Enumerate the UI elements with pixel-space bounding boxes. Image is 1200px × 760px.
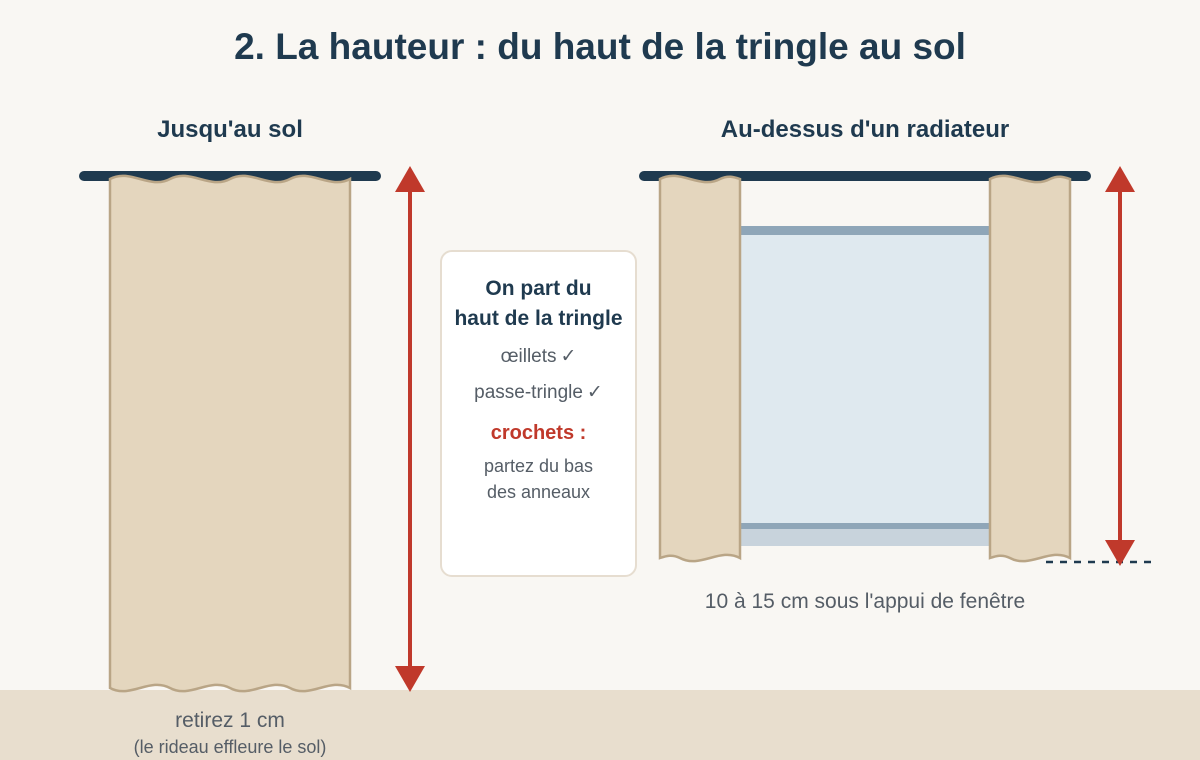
check-icon: ✓ xyxy=(560,346,577,367)
check-icon: ✓ xyxy=(586,382,603,403)
right-panel-title: Au-dessus d'un radiateur xyxy=(720,116,1010,143)
left-panel-title: Jusqu'au sol xyxy=(157,116,303,143)
info-heading xyxy=(442,274,635,334)
right-height-arrow xyxy=(1105,166,1135,566)
window xyxy=(738,226,992,546)
info-item-label: œillets xyxy=(500,346,557,367)
info-heading-line1: On part du xyxy=(485,277,592,300)
hooks-label: crochets : xyxy=(490,422,587,444)
info-item-eyelets xyxy=(442,344,635,370)
info-item-rod-pocket xyxy=(442,380,635,406)
floor-note-main: retirez 1 cm xyxy=(175,709,285,732)
info-item-label: passe-tringle xyxy=(474,382,583,403)
left-curtain xyxy=(110,176,350,691)
left-height-arrow xyxy=(395,166,425,692)
info-box xyxy=(440,250,637,577)
hooks-note-line2: des anneaux xyxy=(486,482,591,502)
right-curtain-left-panel xyxy=(660,176,740,561)
page-title: 2. La hauteur : du haut de la tringle au sol xyxy=(234,26,966,67)
hooks-note xyxy=(442,453,635,505)
right-curtain-right-panel xyxy=(990,176,1070,561)
info-heading-line2: haut de la tringle xyxy=(454,307,623,330)
floor-note-sub: (le rideau effleure le sol) xyxy=(133,737,327,757)
radiator-note: 10 à 15 cm sous l'appui de fenêtre xyxy=(704,590,1026,613)
hooks-note-line1: partez du bas xyxy=(483,456,594,476)
